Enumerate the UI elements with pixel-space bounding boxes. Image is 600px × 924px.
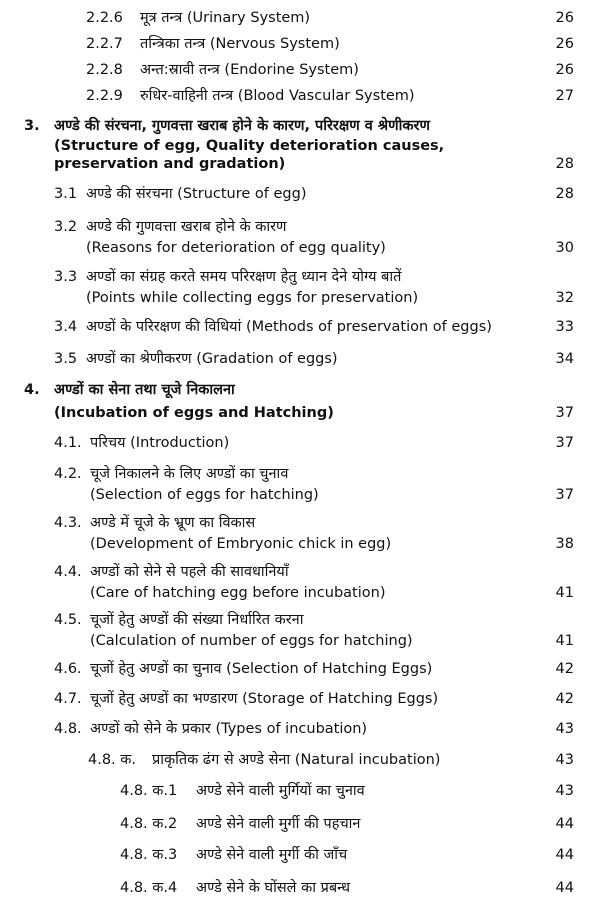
entry-page: 43: [555, 752, 574, 768]
entry-number: 3.3: [54, 269, 78, 285]
chapter-subtitle-line2: preservation and gradation): [54, 156, 286, 172]
entry-page: 43: [555, 783, 574, 799]
entry-page: 44: [555, 816, 574, 832]
entry-page: 37: [555, 487, 574, 503]
entry-subtitle: (Care of hatching egg before incubation): [90, 585, 386, 601]
entry-number: 3.1: [54, 186, 78, 202]
entry-title: चूजों हेतु अण्डों का भण्डारण (Storage of Hatching Eggs): [90, 691, 439, 707]
entry-title: तन्त्रिका तन्त्र (Nervous System): [140, 36, 340, 52]
entry-number: 4.8. क.3: [120, 847, 178, 863]
entry-title: अण्डे में चूजे के भ्रूण का विकास: [90, 515, 256, 531]
entry-title: चूजों हेतु अण्डों का चुनाव (Selection of Hatching Eggs): [90, 661, 433, 677]
chapter-page: 37: [555, 405, 574, 421]
entry-page: 32: [555, 290, 574, 306]
entry-number: 4.8. क.4: [120, 880, 178, 896]
entry-page: 44: [555, 880, 574, 896]
entry-number: 4.5.: [54, 612, 82, 628]
entry-number: 2.2.6: [86, 10, 123, 26]
entry-page: 37: [555, 435, 574, 451]
entry-title: अण्डे सेने वाली मुर्गियों का चुनाव: [196, 783, 365, 799]
entry-page: 30: [555, 240, 574, 256]
entry-page: 26: [555, 10, 574, 26]
entry-title: अण्डों का संग्रह करते समय परिरक्षण हेतु ध्यान देने योग्य बातें: [86, 269, 402, 285]
entry-page: 33: [555, 319, 574, 335]
entry-subtitle: (Calculation of number of eggs for hatching): [90, 633, 413, 649]
entry-page: 43: [555, 721, 574, 737]
entry-title: चूजों हेतु अण्डों की संख्या निर्धारित करना: [90, 612, 304, 628]
entry-number: 4.4.: [54, 564, 82, 580]
entry-number: 2.2.9: [86, 88, 123, 104]
entry-page: 44: [555, 847, 574, 863]
entry-page: 26: [555, 36, 574, 52]
entry-page: 38: [555, 536, 574, 552]
entry-page: 42: [555, 691, 574, 707]
entry-title: अण्डों को सेने के प्रकार (Types of incubation): [90, 721, 368, 737]
entry-number: 4.8. क.1: [120, 783, 178, 799]
entry-number: 3.4: [54, 319, 78, 335]
entry-number: 3.5: [54, 351, 78, 367]
chapter-title: अण्डे की संरचना, गुणवत्ता खराब होने के कारण, परिरक्षण व श्रेणीकरण: [54, 118, 430, 134]
entry-number: 4.8.: [54, 721, 82, 737]
entry-title: अण्डों के परिरक्षण की विधियां (Methods of preservation of eggs): [86, 319, 492, 335]
entry-title: परिचय (Introduction): [90, 435, 230, 451]
entry-page: 41: [555, 633, 574, 649]
entry-subtitle: (Selection of eggs for hatching): [90, 487, 319, 503]
entry-number: 2.2.7: [86, 36, 123, 52]
entry-title: अण्डे सेने वाली मुर्गी की पहचान: [196, 816, 361, 832]
entry-page: 41: [555, 585, 574, 601]
entry-number: 2.2.8: [86, 62, 123, 78]
chapter-title: अण्डों का सेना तथा चूजे निकालना: [54, 382, 235, 398]
entry-subtitle: (Reasons for deterioration of egg quality): [86, 240, 386, 256]
entry-title: अण्डों को सेने से पहले की सावधानियाँ: [90, 564, 289, 580]
entry-title: अण्डे सेने वाली मुर्गी की जाँच: [196, 847, 348, 863]
chapter-subtitle-line: (Incubation of eggs and Hatching): [54, 405, 334, 421]
chapter-page: 28: [555, 156, 574, 172]
entry-subtitle: (Development of Embryonic chick in egg): [90, 536, 392, 552]
chapter-subtitle-line1: (Structure of egg, Quality deterioration causes,: [54, 138, 445, 154]
entry-number: 4.2.: [54, 466, 82, 482]
entry-title: अण्डे की संरचना (Structure of egg): [86, 186, 307, 202]
entry-number: 4.3.: [54, 515, 82, 531]
entry-title: रुधिर-वाहिनी तन्त्र (Blood Vascular System): [140, 88, 415, 104]
entry-title: अन्त:स्रावी तन्त्र (Endorine System): [140, 62, 359, 78]
chapter-number: 4.: [24, 382, 40, 398]
entry-number: 4.8. क.2: [120, 816, 178, 832]
entry-title: अण्डों का श्रेणीकरण (Gradation of eggs): [86, 351, 338, 367]
entry-page: 28: [555, 186, 574, 202]
entry-title: मूत्र तन्त्र (Urinary System): [140, 10, 311, 26]
entry-title: प्राकृतिक ढंग से अण्डे सेना (Natural incubation): [152, 752, 441, 768]
entry-number: 3.2: [54, 219, 78, 235]
entry-page: 34: [555, 351, 574, 367]
entry-subtitle: (Points while collecting eggs for preservation): [86, 290, 419, 306]
entry-page: 27: [555, 88, 574, 104]
chapter-number: 3.: [24, 118, 40, 134]
entry-page: 26: [555, 62, 574, 78]
entry-title: अण्डे सेने के घोंसले का प्रबन्ध: [196, 880, 351, 896]
entry-number: 4.8. क.: [88, 752, 137, 768]
entry-title: अण्डे की गुणवत्ता खराब होने के कारण: [86, 219, 287, 235]
entry-number: 4.7.: [54, 691, 82, 707]
entry-number: 4.1.: [54, 435, 82, 451]
entry-page: 42: [555, 661, 574, 677]
entry-title: चूजे निकालने के लिए अण्डों का चुनाव: [90, 466, 289, 482]
entry-number: 4.6.: [54, 661, 82, 677]
